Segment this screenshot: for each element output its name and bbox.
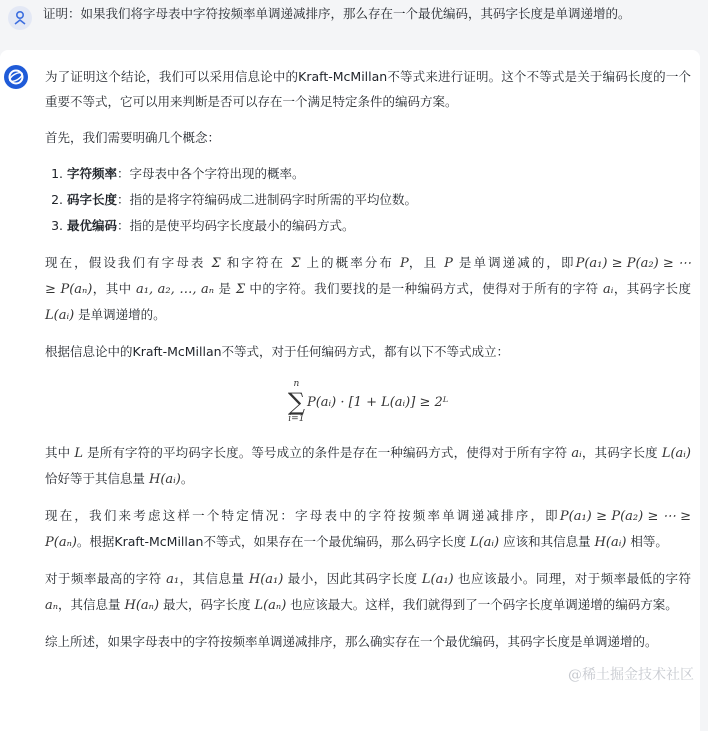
math-expression: L(aᵢ): [45, 308, 75, 323]
concept-desc: ：字母表中各个字符出现的概率。: [117, 166, 305, 181]
math-expression: H(a₁): [248, 572, 284, 587]
sum-lower-limit: i=1: [288, 414, 305, 424]
math-expression: Σ: [211, 256, 221, 271]
math-expression: aᵢ: [571, 446, 582, 461]
paragraphs-after-formula: [45, 440, 691, 654]
user-avatar-icon: [8, 6, 32, 30]
math-expression: L: [74, 446, 84, 461]
kraft-inequality-formula: [45, 375, 691, 429]
question-text: 证明：如果我们将字母表中字符按频率单调递减排序，那么存在一个最优编码，其码字长度是单调递增的。: [43, 6, 631, 21]
math-expression: Σ: [235, 282, 246, 297]
text-segment: 其中: [45, 445, 75, 460]
text-segment: 最小，因此其码字长度: [283, 571, 422, 586]
answer-content: [45, 64, 691, 654]
concept-desc: ：指的是使平均码字长度最小的编码方式。: [117, 218, 355, 233]
math-expression: P(a₁) ≥ P(a₂) ≥ ⋯ ≥ P(aₙ): [45, 256, 691, 297]
p-kraft: [45, 339, 691, 364]
math-expression: P(a₁) ≥ P(a₂) ≥ ⋯ ≥ P(aₙ): [45, 509, 691, 550]
p-highest: [45, 566, 691, 618]
text-segment: 综上所述，如果字母表中的字符按频率单调递减排序，那么确实存在一个最优编码，其码字长度是单调递增的。: [45, 634, 658, 649]
p-conclusion: [45, 629, 691, 654]
text-segment: 恰好等于其信息量: [45, 471, 149, 486]
text-segment: 根据信息论中的Kraft-McMillan不等式，对于任何编码方式，都有以下不等式成立：: [45, 344, 510, 359]
math-expression: Σ: [291, 256, 301, 271]
text-segment: ，其中: [92, 281, 137, 296]
text-segment: 现在，我们来考虑这样一个特定情况：字母表中的字符按频率单调递减排序，即: [45, 508, 560, 523]
sigma-symbol: ∑: [287, 388, 305, 416]
text-segment: 和字符在: [220, 255, 292, 270]
watermark: @稀土掘金技术社区: [568, 667, 694, 683]
concept-term: 码字长度: [67, 192, 118, 207]
concept-item: [67, 213, 691, 239]
text-segment: 中的字符。我们要找的是一种编码方式，使得对于所有的字符: [245, 281, 604, 296]
text-segment: ，且: [408, 255, 445, 270]
p-where: [45, 440, 691, 492]
math-expression: L(a₁): [421, 572, 454, 587]
sum-upper-limit: n: [293, 379, 300, 389]
assistant-logo-icon: [4, 65, 28, 89]
math-expression: H(aᵢ): [148, 472, 181, 487]
concept-term: 字符频率: [67, 166, 118, 181]
math-expression: L(aᵢ): [469, 535, 500, 550]
concepts-intro: 首先，我们需要明确几个概念：: [45, 130, 221, 145]
concept-list: [45, 161, 691, 239]
text-segment: ，其码字长度: [581, 445, 662, 460]
text-segment: 。根据Kraft-McMillan不等式，如果存在一个最优编码，那么码字长度: [76, 534, 470, 549]
math-expression: H(aᵢ): [594, 535, 627, 550]
text-segment: 是所有字符的平均码字长度。等号成立的条件是存在一种编码方式，使得对于所有字符: [83, 445, 572, 460]
text-segment: ，其信息量: [58, 597, 125, 612]
text-segment: 也应该最大。这样，我们就得到了一个码字长度单调递增的编码方案。: [286, 597, 678, 612]
summation: [288, 379, 305, 425]
text-segment: 相等。: [626, 534, 668, 549]
text-segment: 也应该最小。同理，对于频率最低的字符: [453, 571, 691, 586]
user-question: [0, 0, 708, 50]
text-segment: ，其信息量: [179, 571, 249, 586]
formula-body: P(aᵢ) · [1 + L(aᵢ)] ≥ 2ᴸ: [306, 394, 449, 410]
text-segment: 对于频率最高的字符: [45, 571, 167, 586]
paragraphs-before-formula: [45, 250, 691, 364]
math-expression: L(aᵢ): [661, 446, 691, 461]
math-expression: a₁: [166, 572, 180, 587]
text-segment: 应该和其信息量: [499, 534, 595, 549]
text-segment: 最大，码字长度: [159, 597, 255, 612]
math-expression: H(aₙ): [124, 598, 160, 613]
concept-item: [67, 187, 691, 213]
p-consider: [45, 503, 691, 555]
text-segment: 是单调递减的，即: [452, 255, 576, 270]
text-segment: 现在，假设我们有字母表: [45, 255, 212, 270]
math-expression: a₁, a₂, …, aₙ: [136, 282, 215, 297]
text-segment: 。: [180, 471, 194, 486]
text-segment: 是单调递增的。: [74, 307, 166, 322]
answer-card: [0, 50, 700, 731]
text-segment: 是: [214, 281, 236, 296]
math-expression: L(aₙ): [254, 598, 287, 613]
math-expression: aₙ: [45, 598, 59, 613]
text-segment: ，其码字长度: [613, 281, 691, 296]
concept-desc: ：指的是将字符编码成二进制码字时所需的平均位数。: [117, 192, 418, 207]
text-segment: 上的概率分布: [300, 255, 401, 270]
math-expression: aᵢ: [603, 282, 614, 297]
math-expression: P: [444, 256, 453, 271]
p-assume: [45, 250, 691, 328]
math-expression: P: [400, 256, 409, 271]
concept-term: 最优编码: [67, 218, 118, 233]
intro-paragraph: 为了证明这个结论，我们可以采用信息论中的Kraft-McMillan不等式来进行证明。这个不等式是关于编码长度的一个重要不等式，它可以用来判断是否可以存在一个满足特定条件的编码方案。: [45, 69, 691, 109]
concept-item: [67, 161, 691, 187]
